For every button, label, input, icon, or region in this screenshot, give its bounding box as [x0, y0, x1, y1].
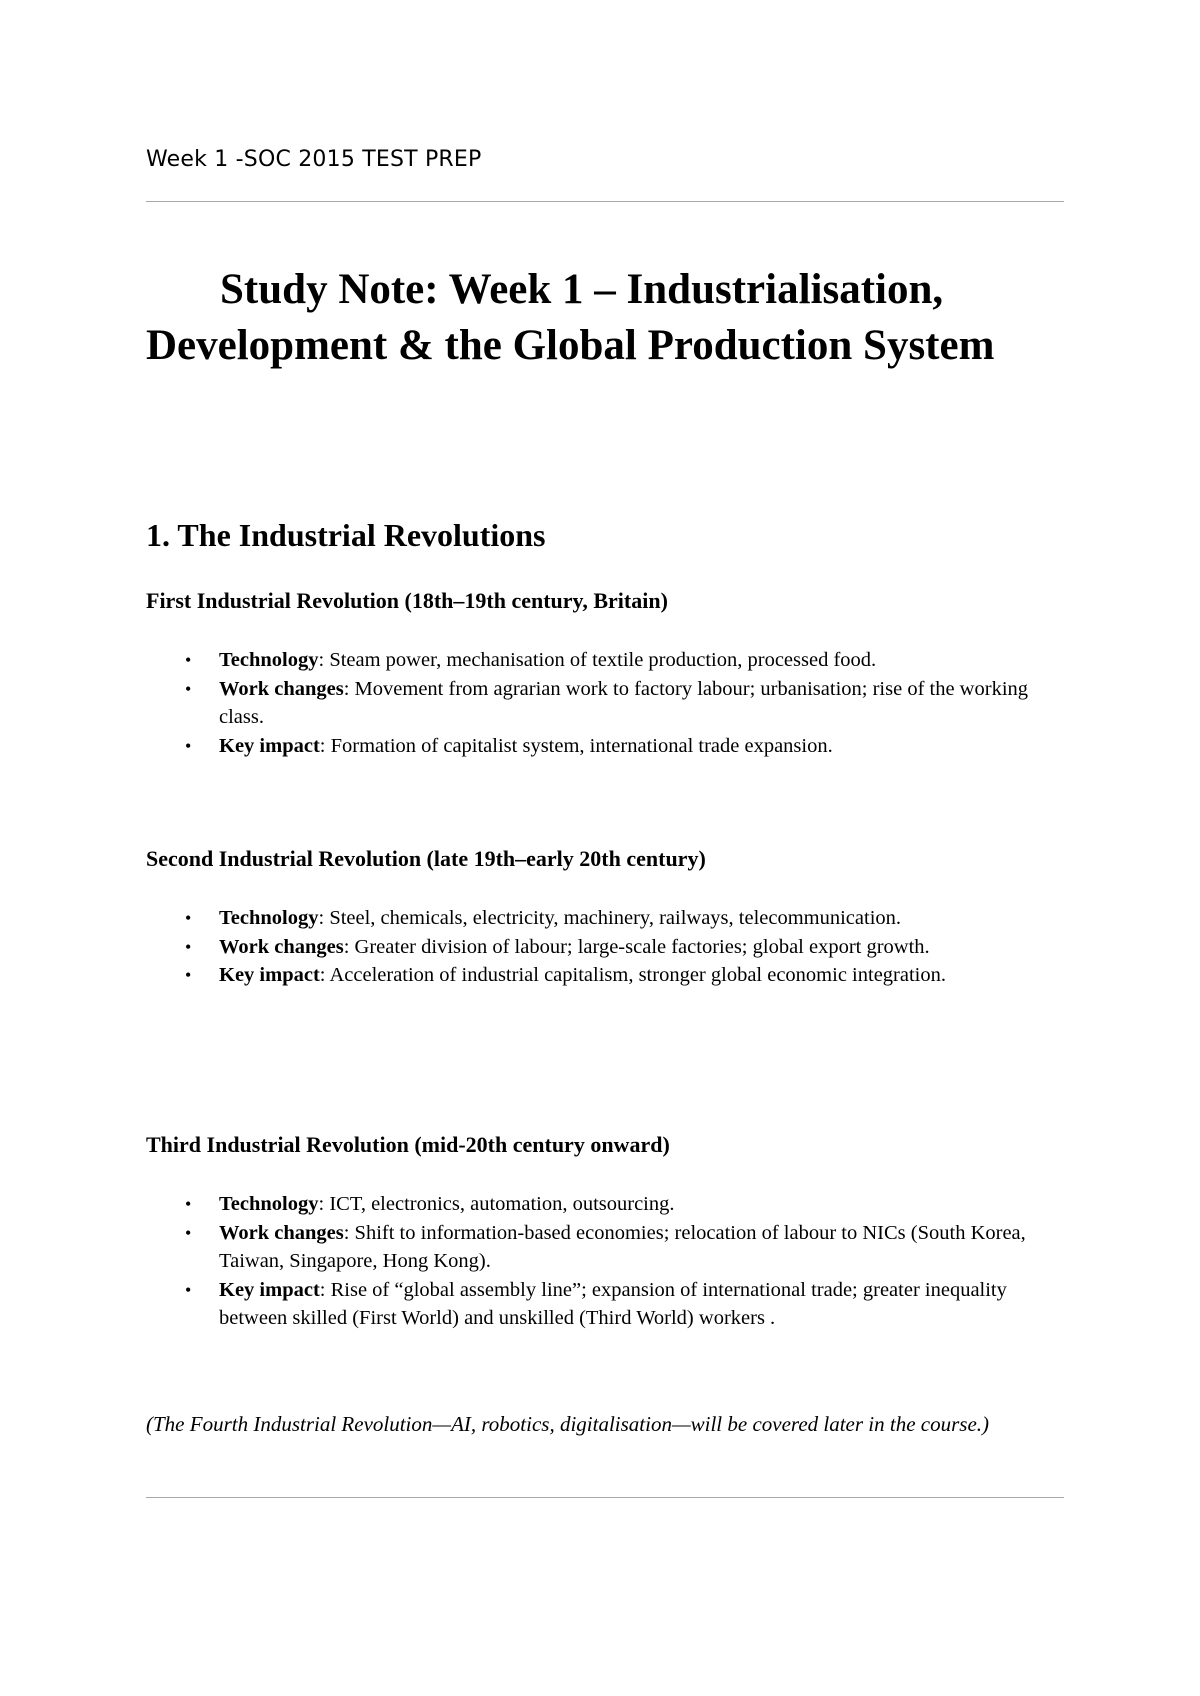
- bullet-icon: •: [185, 1279, 192, 1300]
- bullet-text: : Greater division of labour; large-scale factories; global export growth.: [343, 935, 930, 958]
- second-revolution-heading: Second Industrial Revolution (late 19th–early 20th century): [146, 846, 706, 871]
- header-divider: [146, 201, 1064, 202]
- third-revolution-heading: Third Industrial Revolution (mid-20th century onward): [146, 1132, 670, 1157]
- bullet-text: : Formation of capitalist system, international trade expansion.: [319, 734, 833, 757]
- list-item: [146, 675, 1064, 732]
- bullet-text: : Steel, chemicals, electricity, machinery, railways, telecommunication.: [318, 907, 902, 929]
- bullet-icon: •: [185, 650, 192, 670]
- bullet-label: Key impact: [219, 1278, 320, 1301]
- footnote: (The Fourth Industrial Revolution—AI, robotics, digitalisation—will be covered later in the course.): [146, 1412, 990, 1436]
- bullet-label: Technology: [219, 907, 319, 929]
- bullet-text: : ICT, electronics, automation, outsourcing.: [318, 1193, 675, 1215]
- bullet-label: Work changes: [219, 677, 344, 700]
- bullet-label: Work changes: [219, 935, 344, 958]
- bullet-label: Technology: [219, 649, 319, 671]
- bullet-icon: •: [185, 908, 192, 928]
- bullet-label: Key impact: [219, 964, 320, 986]
- list-item: [146, 732, 1064, 761]
- bullet-label: Technology: [219, 1193, 319, 1215]
- list-item: [146, 961, 1064, 990]
- bullet-text: : Movement from agrarian work to factory labour; urbanisation; rise of the working class.: [219, 677, 1029, 728]
- document-page: [146, 0, 1064, 1696]
- bullet-icon: •: [185, 965, 192, 985]
- list-item: [146, 1190, 1064, 1219]
- bullet-text: : Rise of “global assembly line”; expansion of international trade; greater inequality between skilled (First World) and unskilled (Third World) workers .: [219, 1278, 1007, 1329]
- bullet-label: Work changes: [219, 1221, 344, 1244]
- list-item: [146, 1219, 1064, 1276]
- section-title: 1. The Industrial Revolutions: [146, 517, 546, 553]
- bullet-text: : Acceleration of industrial capitalism, stronger global economic integration.: [319, 964, 946, 986]
- footer-divider: [146, 1497, 1064, 1498]
- first-revolution-list: [146, 646, 1064, 760]
- bullet-icon: •: [185, 936, 192, 957]
- bullet-icon: •: [185, 1222, 192, 1243]
- first-revolution-heading: First Industrial Revolution (18th–19th century, Britain): [146, 588, 668, 613]
- second-revolution-list: [146, 904, 1064, 990]
- bullet-icon: •: [185, 678, 192, 699]
- page-header: Week 1 -SOC 2015 TEST PREP: [146, 147, 482, 172]
- third-revolution-list: [146, 1190, 1064, 1333]
- list-item: [146, 1276, 1064, 1333]
- bullet-label: Key impact: [219, 734, 320, 757]
- list-item: [146, 904, 1064, 933]
- bullet-icon: •: [185, 735, 192, 756]
- document-title: Study Note: Week 1 – Industrialisation, Development & the Global Production System: [146, 266, 995, 369]
- list-item: [146, 646, 1064, 675]
- bullet-text: : Shift to information-based economies; relocation of labour to NICs (South Korea, Taiwan, Singapore, Hong Kong).: [219, 1221, 1026, 1272]
- list-item: [146, 933, 1064, 962]
- bullet-icon: •: [185, 1194, 192, 1214]
- bullet-text: : Steam power, mechanisation of textile production, processed food.: [318, 649, 877, 671]
